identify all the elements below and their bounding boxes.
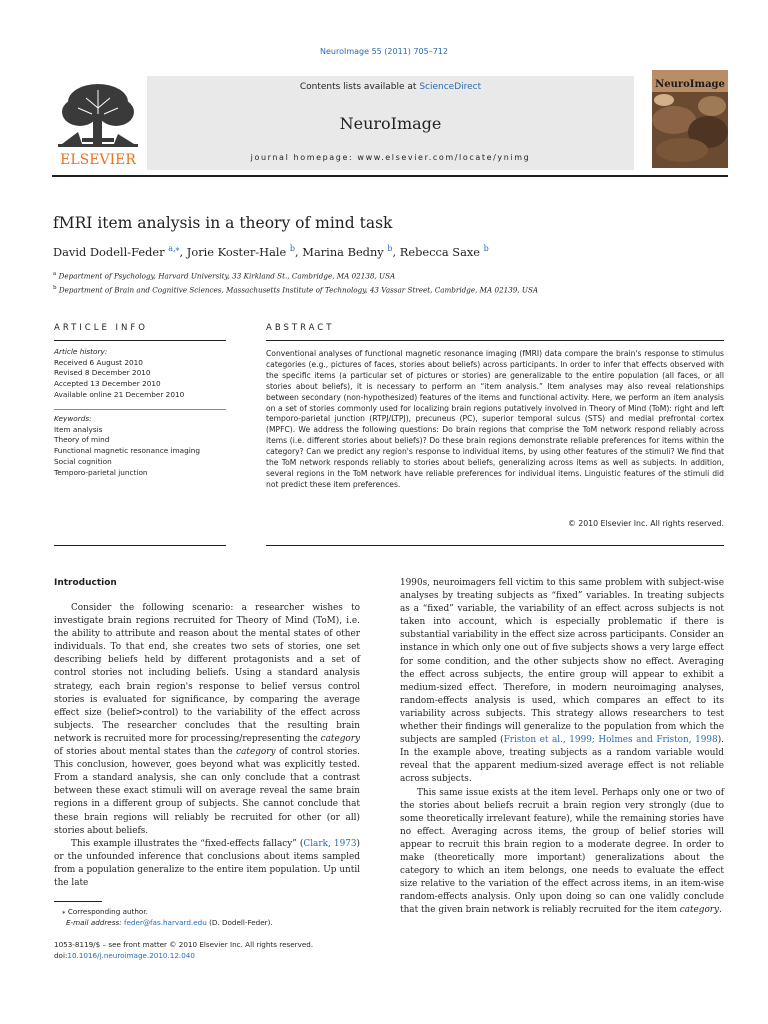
- sciencedirect-link[interactable]: ScienceDirect: [419, 82, 482, 92]
- journal-cover-image: [652, 70, 728, 168]
- introduction-heading: Introduction: [54, 578, 117, 588]
- journal-citation[interactable]: NeuroImage 55 (2011) 705–712: [320, 47, 448, 56]
- author-affiliation-mark[interactable]: a,⁎: [168, 244, 180, 253]
- journal-header: [52, 70, 728, 176]
- author-email: E-mail address: feder@fas.harvard.edu (D. Dodell-Feder).: [66, 918, 273, 927]
- keyword-item: Functional magnetic resonance imaging: [54, 446, 201, 456]
- history-item: Accepted 13 December 2010: [54, 379, 161, 389]
- keyword-item: Social cognition: [54, 456, 112, 466]
- keyword-item: Temporo-parietal junction: [54, 467, 148, 477]
- footnote-divider: [54, 901, 102, 902]
- history-item: Available online 21 December 2010: [54, 389, 185, 399]
- citation-link[interactable]: Clark, 1973: [303, 838, 357, 849]
- author-name: Marina Bedny: [302, 244, 384, 259]
- email-link[interactable]: feder@fas.harvard.edu: [123, 918, 207, 927]
- corresponding-author-note: ⁎ Corresponding author.: [62, 907, 148, 916]
- citation-link[interactable]: Friston et al., 1999; Holmes and Friston, 1998: [503, 735, 718, 746]
- history-item: Revised 8 December 2010: [54, 368, 151, 378]
- journal-homepage[interactable]: journal homepage: www.elsevier.com/locate/ynimg: [250, 153, 531, 162]
- author-affiliation-mark[interactable]: b: [387, 244, 393, 253]
- author-list: David Dodell-Feder $^{a,⁎}$, Jorie Koster-Hale $^b$, Marina Bedny $^b$, Rebecca Saxe $^b$: [53, 244, 489, 259]
- journal-name: NeuroImage: [339, 114, 442, 133]
- keyword-item: Theory of mind: [54, 435, 110, 445]
- affiliation-item: $^b$ Department of Brain and Cognitive Sciences, Massachusetts Institute of Technology, 43 Vassar Street, Cambridge, MA 02139, USA: [53, 285, 539, 295]
- body-paragraph: This same issue exists at the item level. Perhaps only one or two of the stories about beliefs recruit a brain region very strongly (due to some theoretically irrelevant feature), while the remaining stories have no effect. Averaging across items, the group of belief stories will appear to recruit this brain region to a moderate degree. In order to make (theoretically more important) generalizations about the category to which an item belongs, one needs to evaluate the effect size relative to the variation of the effect across items, in an item-wise random-effects analysis. Only upon doing so can one validly conclude that the given brain network is reliably recruited for the item category.: [400, 787, 724, 916]
- info-divider: [54, 409, 226, 410]
- body-paragraph: 1990s, neuroimagers fell victim to this same problem with subject-wise analyses by treating subjects as “fixed” variables. In treating subjects as a “fixed” variable, the variability of an effect across subjects is not taken into account, which is especially problematic if there is substantial variability in the effect size across participants. Consider an instance in which only one out of five subjects shows a very large effect for some condition, and the other subjects show no effect. Averaging the effect across subjects, the entire group will appear to exhibit a medium-sized effect. Therefore, in modern neuroimaging analyses, random-effects analysis is used, which compares an effect to its variability across subjects. This strategy allows researchers to test whether their findings will generalize to the population from which the subjects are sampled (Friston et al., 1999; Holmes and Friston, 1998). In the example above, treating subjects as a random variable would reveal that the apparent medium-sized average effect is not reliable across subjects.: [400, 578, 724, 785]
- abstract-divider: [266, 340, 724, 341]
- article-title: fMRI item analysis in a theory of mind task: [53, 214, 393, 232]
- body-paragraph: Consider the following scenario: a researcher wishes to investigate brain regions recruited for Theory of Mind (ToM), i.e. the ability to attribute and reason about the mental states of other individuals. To that end, she creates two sets of stories, one set describing beliefs held by different protagonists and a set of control stories not including beliefs. Using a standard analysis strategy, each brain region's response to belief versus control stories is evaluated for significance, by comparing the average effect size (belief>control) to the variability of the effect across subjects. The researcher concludes that the resulting brain network is recruited more for processing/representing the category of stories about mental states than the category of control stories. This conclusion, however, goes beyond what was explicitly tested. From a standard analysis, she can only conclude that a contrast between these exact stimuli will on average reveal the same brain regions in a different group of subjects. She cannot conclude that these brain regions will reliably be recruited for other (or all) stories about beliefs.: [54, 603, 360, 836]
- author-affiliation-mark[interactable]: b: [289, 244, 296, 253]
- affiliation-item: $^a$ Department of Psychology, Harvard University, 33 Kirkland St., Cambridge, MA 02138, USA: [53, 271, 396, 281]
- body-column-right: [400, 577, 724, 917]
- body-paragraph: This example illustrates the “fixed-effects fallacy” (Clark, 1973) or the unfounded inference that conclusions about items sampled from a population generalize to the entire item population. Up until the late: [54, 838, 360, 888]
- contents-line: Contents lists available at ScienceDirect: [299, 82, 482, 92]
- author-affiliation-mark[interactable]: b: [483, 244, 489, 253]
- history-item: Received 6 August 2010: [54, 357, 143, 367]
- abstract-heading: ABSTRACT: [266, 323, 335, 333]
- article-info-heading: ARTICLE INFO: [54, 323, 148, 333]
- abstract-bottom-rule: [266, 545, 724, 546]
- article-history: Article history: Received 6 August 2010 Revised 8 December 2010 Accepted 13 December 2010 Available online 21 December 2010: [54, 347, 226, 401]
- header-divider: [52, 175, 728, 177]
- body-column-left: [54, 602, 360, 890]
- cover-title: NeuroImage: [655, 79, 725, 90]
- author-name: Jorie Koster-Hale: [186, 244, 287, 259]
- article-info-bottom-rule: [54, 545, 226, 546]
- elsevier-tree-logo: [52, 78, 144, 168]
- publisher-name: ELSEVIER: [60, 152, 136, 168]
- doi-line: doi:10.1016/j.neuroimage.2010.12.040: [54, 951, 195, 960]
- doi-link[interactable]: 10.1016/j.neuroimage.2010.12.040: [67, 951, 195, 960]
- author-name: Rebecca Saxe: [399, 244, 481, 259]
- article-info-divider: [54, 340, 226, 341]
- abstract-text: Conventional analyses of functional magnetic resonance imaging (fMRI) data compare the brain's response to stimulus categories (e.g., pictures of faces, stories about beliefs) across participants. In order to infer that effects observed with the specific items (a particular set of pictures or stories) are generalizable to the entire population (all faces, or all stories about beliefs), it is necessary to perform an “item analysis.” Item analyses may also reveal relationships between secondary (non-hypothesized) features of the items and functional activity. Here, we perform an item analysis on a set of stories commonly used for localizing brain regions putatively involved in Theory of Mind (ToM): right and left temporo-parietal junction (RTPJ/LTPJ), precuneus (PC), superior temporal sulcus (STS) and medial prefrontal cortex (MPFC). We address the following questions: Do brain regions that comprise the ToM network respond reliably across items (i.e. different stories about beliefs)? Do these brain regions demonstrate reliable preferences for items within the category? Can we predict any region's response to individual items, by using other features of the stimuli? We find that the ToM network responds reliably to stories about beliefs, generalizing across items as well as subjects. In addition, several regions in the ToM network have reliable preferences for individual items. Linguistic features of the stimuli did not predict these item preferences.: [266, 349, 724, 489]
- issn-line: 1053-8119/$ – see front matter © 2010 Elsevier Inc. All rights reserved.: [54, 940, 314, 949]
- keyword-item: Item analysis: [54, 424, 103, 434]
- affiliations: [53, 268, 723, 297]
- keywords: Keywords: Item analysis Theory of mind Functional magnetic resonance imaging Social cognition Temporo-parietal junction: [54, 414, 226, 478]
- copyright: © 2010 Elsevier Inc. All rights reserved.: [567, 519, 724, 528]
- author-name: David Dodell-Feder: [53, 244, 165, 259]
- journal-info-box: [147, 76, 634, 170]
